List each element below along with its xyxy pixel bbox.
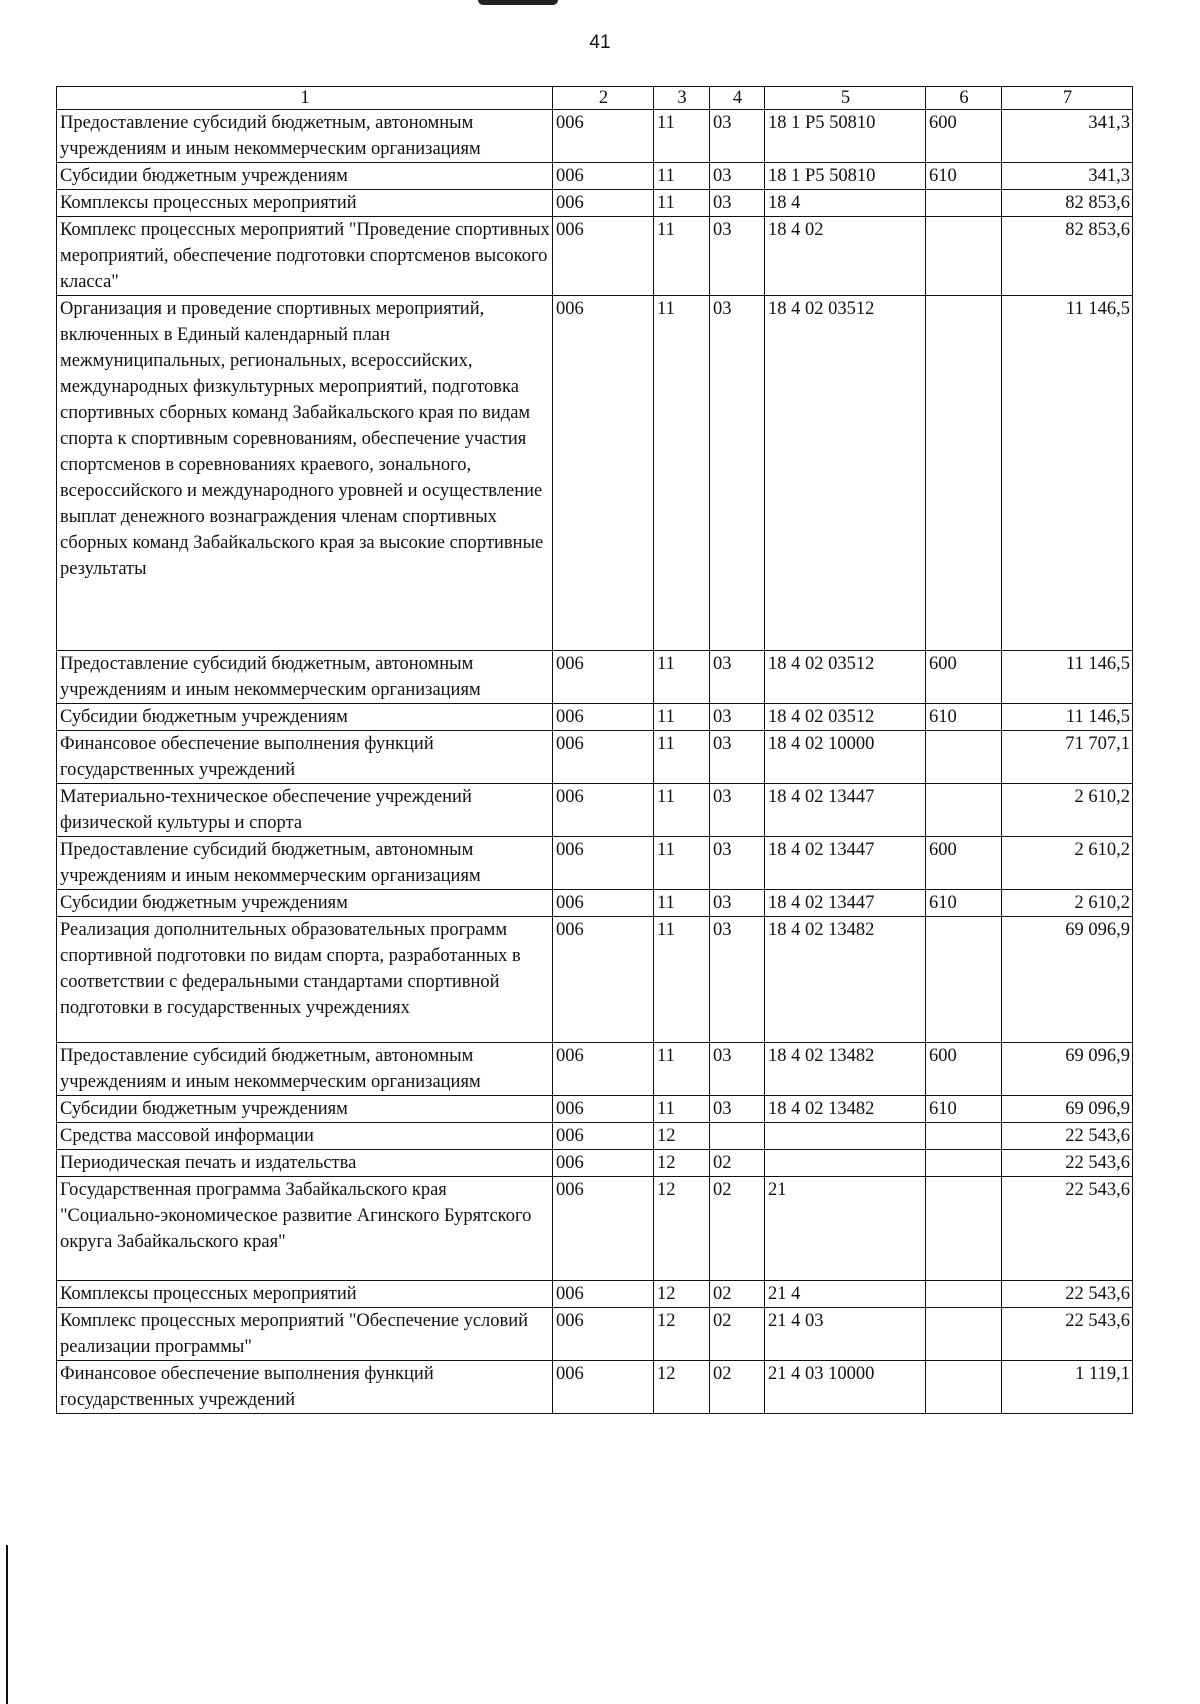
row-code-subsection: 02 <box>710 1177 765 1281</box>
table-row <box>57 731 1133 784</box>
row-code-expense-type: 610 <box>926 890 1002 917</box>
row-code-subsection: 03 <box>710 1096 765 1123</box>
row-code-section: 12 <box>654 1150 710 1177</box>
row-code-section: 11 <box>654 651 710 704</box>
row-code-expense-type <box>926 1150 1002 1177</box>
row-name: Комплекс процессных мероприятий "Проведение спортивных мероприятий, обеспечение подготовки спортсменов высокого класса" <box>57 217 553 296</box>
table-row <box>57 1123 1133 1150</box>
row-amount: 2 610,2 <box>1002 784 1133 837</box>
row-name: Комплекс процессных мероприятий "Обеспечение условий реализации программы" <box>57 1308 553 1361</box>
row-name: Субсидии бюджетным учреждениям <box>57 704 553 731</box>
row-code-ministry: 006 <box>553 1308 654 1361</box>
row-code-subsection: 03 <box>710 163 765 190</box>
row-code-target: 18 4 02 <box>765 217 926 296</box>
row-name: Предоставление субсидий бюджетным, автономным учреждениям и иным некоммерческим организациям <box>57 651 553 704</box>
row-code-target: 21 4 <box>765 1281 926 1308</box>
row-name: Субсидии бюджетным учреждениям <box>57 1096 553 1123</box>
row-code-subsection: 03 <box>710 890 765 917</box>
row-code-ministry: 006 <box>553 1177 654 1281</box>
row-name: Средства массовой информации <box>57 1123 553 1150</box>
row-code-expense-type <box>926 731 1002 784</box>
table-row <box>57 704 1133 731</box>
row-code-section: 12 <box>654 1308 710 1361</box>
row-code-expense-type: 600 <box>926 1043 1002 1096</box>
row-code-section: 11 <box>654 731 710 784</box>
row-code-subsection: 03 <box>710 110 765 163</box>
scan-artifact <box>478 0 558 5</box>
row-code-target: 18 1 P5 50810 <box>765 163 926 190</box>
row-code-subsection: 03 <box>710 296 765 651</box>
row-code-section: 11 <box>654 296 710 651</box>
row-amount: 22 543,6 <box>1002 1150 1133 1177</box>
row-code-target: 18 4 02 10000 <box>765 731 926 784</box>
row-code-section: 11 <box>654 890 710 917</box>
row-code-ministry: 006 <box>553 190 654 217</box>
column-header: 3 <box>654 87 710 110</box>
row-code-subsection: 03 <box>710 704 765 731</box>
row-code-subsection: 02 <box>710 1281 765 1308</box>
row-amount: 11 146,5 <box>1002 296 1133 651</box>
row-amount: 71 707,1 <box>1002 731 1133 784</box>
row-code-ministry: 006 <box>553 731 654 784</box>
row-name: Организация и проведение спортивных мероприятий, включенных в Единый календарный план межмуниципальных, региональных, всероссийских, международных физкультурных мероприятий, подготовка спортивных сборных команд Забайкальского края по видам спорта к спортивным соревнованиям, обеспечение участия спортсменов в соревнованиях краевого, зонального, всероссийского и международного уровней и осуществление выплат денежного вознаграждения членам спортивных сборных команд Забайкальского края за высокие спортивные результаты <box>57 296 553 651</box>
row-code-subsection: 03 <box>710 837 765 890</box>
row-code-section: 11 <box>654 190 710 217</box>
row-amount: 82 853,6 <box>1002 217 1133 296</box>
row-code-target: 18 1 P5 50810 <box>765 110 926 163</box>
row-code-ministry: 006 <box>553 651 654 704</box>
row-code-ministry: 006 <box>553 1281 654 1308</box>
row-code-target: 18 4 02 03512 <box>765 651 926 704</box>
column-header: 5 <box>765 87 926 110</box>
row-code-target: 18 4 02 13447 <box>765 837 926 890</box>
row-code-section: 11 <box>654 163 710 190</box>
row-name: Финансовое обеспечение выполнения функций государственных учреждений <box>57 1361 553 1414</box>
table-row <box>57 110 1133 163</box>
table-row <box>57 1177 1133 1281</box>
row-name: Материально-техническое обеспечение учреждений физической культуры и спорта <box>57 784 553 837</box>
table-row <box>57 190 1133 217</box>
row-code-expense-type: 610 <box>926 704 1002 731</box>
row-code-expense-type: 600 <box>926 837 1002 890</box>
row-code-section: 11 <box>654 110 710 163</box>
row-code-expense-type <box>926 190 1002 217</box>
row-name: Финансовое обеспечение выполнения функций государственных учреждений <box>57 731 553 784</box>
row-code-target: 18 4 02 13447 <box>765 784 926 837</box>
row-name: Комплексы процессных мероприятий <box>57 190 553 217</box>
row-name: Предоставление субсидий бюджетным, автономным учреждениям и иным некоммерческим организациям <box>57 110 553 163</box>
row-code-expense-type: 610 <box>926 1096 1002 1123</box>
row-code-ministry: 006 <box>553 837 654 890</box>
row-code-ministry: 006 <box>553 917 654 1043</box>
budget-table <box>56 86 1133 1414</box>
row-code-subsection: 03 <box>710 651 765 704</box>
table-row <box>57 784 1133 837</box>
row-amount: 2 610,2 <box>1002 837 1133 890</box>
table-body <box>57 110 1133 1414</box>
scan-margin-line <box>6 1545 8 1704</box>
row-name: Субсидии бюджетным учреждениям <box>57 890 553 917</box>
row-code-ministry: 006 <box>553 1043 654 1096</box>
table-row <box>57 1096 1133 1123</box>
row-code-ministry: 006 <box>553 704 654 731</box>
table-row <box>57 837 1133 890</box>
row-name: Государственная программа Забайкальского края "Социально-экономическое развитие Агинского Бурятского округа Забайкальского края" <box>57 1177 553 1281</box>
row-code-expense-type <box>926 784 1002 837</box>
row-code-target: 18 4 02 03512 <box>765 704 926 731</box>
row-code-subsection: 03 <box>710 190 765 217</box>
row-amount: 11 146,5 <box>1002 704 1133 731</box>
column-header: 2 <box>553 87 654 110</box>
row-name: Реализация дополнительных образовательных программ спортивной подготовки по видам спорта, разработанных в соответствии с федеральными стандартами спортивной подготовки в государственных учреждениях <box>57 917 553 1043</box>
row-amount: 22 543,6 <box>1002 1308 1133 1361</box>
row-code-target: 18 4 02 03512 <box>765 296 926 651</box>
row-code-section: 11 <box>654 704 710 731</box>
row-code-expense-type <box>926 1361 1002 1414</box>
row-amount: 341,3 <box>1002 163 1133 190</box>
row-code-ministry: 006 <box>553 1096 654 1123</box>
row-amount: 1 119,1 <box>1002 1361 1133 1414</box>
row-code-ministry: 006 <box>553 1123 654 1150</box>
row-code-subsection: 03 <box>710 217 765 296</box>
row-amount: 69 096,9 <box>1002 917 1133 1043</box>
row-code-expense-type <box>926 1281 1002 1308</box>
row-code-target: 21 <box>765 1177 926 1281</box>
row-amount: 82 853,6 <box>1002 190 1133 217</box>
row-amount: 69 096,9 <box>1002 1043 1133 1096</box>
row-amount: 341,3 <box>1002 110 1133 163</box>
row-name: Субсидии бюджетным учреждениям <box>57 163 553 190</box>
column-header: 6 <box>926 87 1002 110</box>
table-row <box>57 163 1133 190</box>
row-code-target: 18 4 02 13447 <box>765 890 926 917</box>
row-code-section: 11 <box>654 784 710 837</box>
row-code-ministry: 006 <box>553 1361 654 1414</box>
row-amount: 2 610,2 <box>1002 890 1133 917</box>
row-code-ministry: 006 <box>553 217 654 296</box>
row-name: Периодическая печать и издательства <box>57 1150 553 1177</box>
row-name: Предоставление субсидий бюджетным, автономным учреждениям и иным некоммерческим организациям <box>57 837 553 890</box>
row-amount: 11 146,5 <box>1002 651 1133 704</box>
column-header: 4 <box>710 87 765 110</box>
header-row <box>57 87 1133 110</box>
column-header: 1 <box>57 87 553 110</box>
row-code-expense-type <box>926 1123 1002 1150</box>
row-code-section: 11 <box>654 217 710 296</box>
row-code-ministry: 006 <box>553 1150 654 1177</box>
row-code-subsection: 03 <box>710 917 765 1043</box>
row-code-target <box>765 1150 926 1177</box>
row-code-subsection: 02 <box>710 1308 765 1361</box>
row-code-expense-type: 600 <box>926 110 1002 163</box>
row-amount: 22 543,6 <box>1002 1123 1133 1150</box>
row-code-expense-type <box>926 217 1002 296</box>
row-code-section: 11 <box>654 1043 710 1096</box>
row-code-section: 11 <box>654 1096 710 1123</box>
row-code-section: 11 <box>654 837 710 890</box>
row-code-target: 21 4 03 <box>765 1308 926 1361</box>
table-row <box>57 890 1133 917</box>
row-code-section: 11 <box>654 917 710 1043</box>
row-code-target: 18 4 02 13482 <box>765 1096 926 1123</box>
row-name: Предоставление субсидий бюджетным, автономным учреждениям и иным некоммерческим организациям <box>57 1043 553 1096</box>
row-code-subsection: 02 <box>710 1150 765 1177</box>
table-row <box>57 917 1133 1043</box>
column-header: 7 <box>1002 87 1133 110</box>
row-code-target: 18 4 02 13482 <box>765 1043 926 1096</box>
row-code-subsection <box>710 1123 765 1150</box>
table-row <box>57 217 1133 296</box>
row-code-section: 12 <box>654 1177 710 1281</box>
row-name: Комплексы процессных мероприятий <box>57 1281 553 1308</box>
row-code-expense-type <box>926 1308 1002 1361</box>
row-code-target <box>765 1123 926 1150</box>
table-row <box>57 1308 1133 1361</box>
row-code-subsection: 02 <box>710 1361 765 1414</box>
row-code-subsection: 03 <box>710 1043 765 1096</box>
row-code-expense-type <box>926 1177 1002 1281</box>
row-code-target: 21 4 03 10000 <box>765 1361 926 1414</box>
table-row <box>57 1361 1133 1414</box>
page-number: 41 <box>589 32 611 53</box>
table-header <box>57 87 1133 110</box>
row-code-expense-type: 610 <box>926 163 1002 190</box>
row-code-section: 12 <box>654 1123 710 1150</box>
row-amount: 22 543,6 <box>1002 1281 1133 1308</box>
table-row <box>57 1043 1133 1096</box>
row-code-expense-type: 600 <box>926 651 1002 704</box>
row-code-ministry: 006 <box>553 784 654 837</box>
table-row <box>57 296 1133 651</box>
row-code-section: 12 <box>654 1281 710 1308</box>
row-amount: 69 096,9 <box>1002 1096 1133 1123</box>
row-code-ministry: 006 <box>553 163 654 190</box>
row-code-expense-type <box>926 917 1002 1043</box>
row-code-subsection: 03 <box>710 731 765 784</box>
row-code-subsection: 03 <box>710 784 765 837</box>
row-code-target: 18 4 02 13482 <box>765 917 926 1043</box>
row-code-ministry: 006 <box>553 296 654 651</box>
row-amount: 22 543,6 <box>1002 1177 1133 1281</box>
table-row <box>57 1150 1133 1177</box>
row-code-ministry: 006 <box>553 110 654 163</box>
row-code-target: 18 4 <box>765 190 926 217</box>
row-code-ministry: 006 <box>553 890 654 917</box>
row-code-section: 12 <box>654 1361 710 1414</box>
table-row <box>57 651 1133 704</box>
row-code-expense-type <box>926 296 1002 651</box>
table-row <box>57 1281 1133 1308</box>
